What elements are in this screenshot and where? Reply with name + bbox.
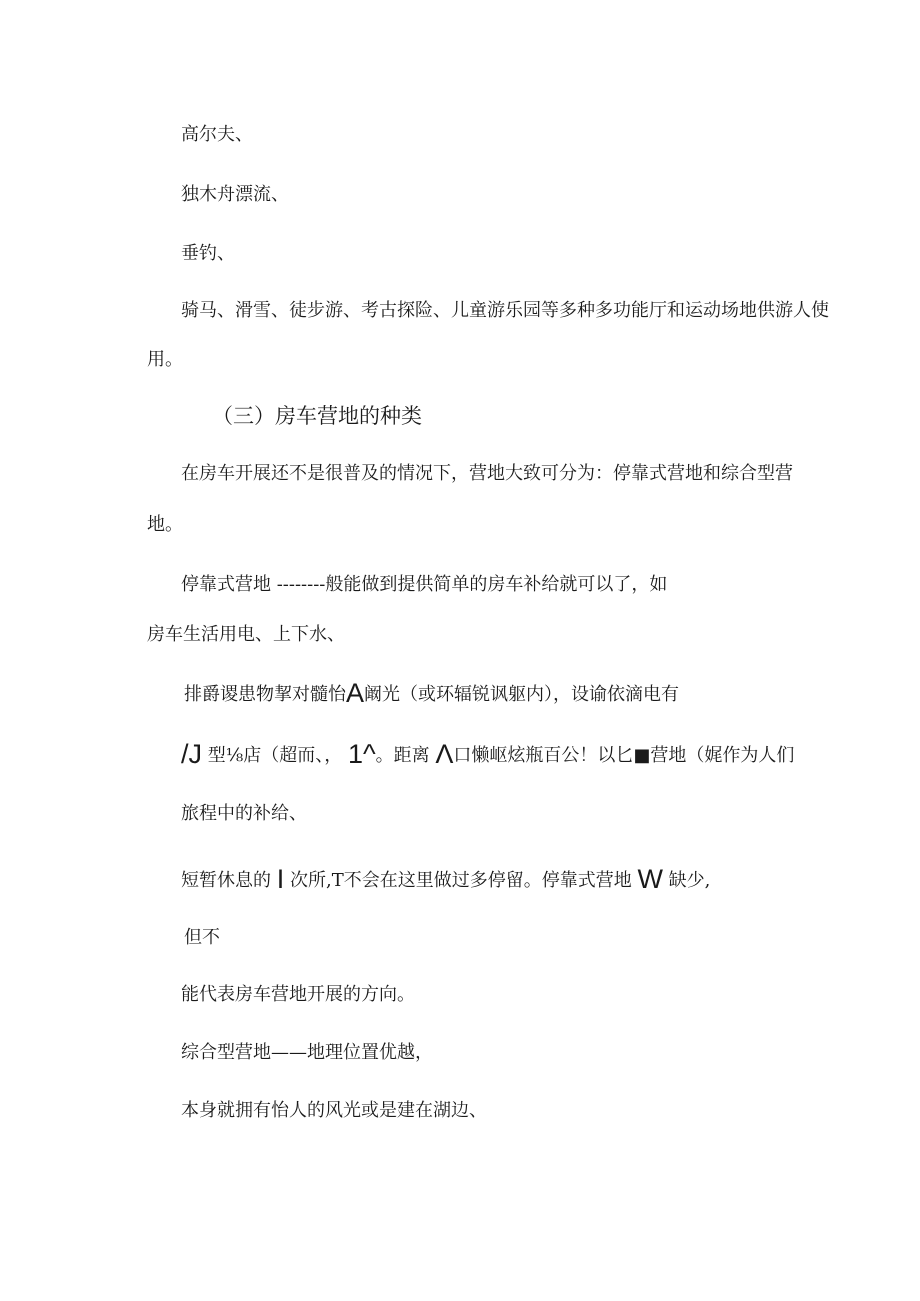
text-line-comprehensive-camp: 综合型营地——地理位置优越， (181, 1042, 433, 1063)
text-segment: 短暂休息的 (181, 870, 271, 891)
garbled-segment: 排爵谡患物挈对髓怡 (184, 684, 346, 705)
text-segment: 缺少, (668, 870, 711, 891)
garbled-glyph: /J (181, 739, 203, 769)
garbled-glyph: Λ (435, 739, 454, 769)
garbled-segment: 阚光（或环辐锐讽躯内），设谕依滴电有 (364, 684, 680, 705)
garbled-glyph: 1^ (347, 739, 376, 769)
text-line-activities: 骑马、滑雪、徒步游、考古探险、儿童游乐园等多种多功能厅和运动场地供游人使 (181, 300, 829, 321)
text-line-golf: 高尔夫、 (181, 124, 253, 145)
garbled-segment: 。距离 (375, 745, 430, 766)
garbled-glyph: I (276, 864, 285, 894)
garbled-glyph: A (346, 678, 365, 708)
text-line-garbled-1 (184, 678, 680, 708)
text-line-utilities: 房车生活用电、上下水、 (147, 624, 345, 645)
text-line-intro-cont: 地。 (147, 514, 183, 535)
section-heading: （三）房车营地的种类 (212, 404, 422, 428)
text-line-scenery: 本身就拥有怡人的风光或是建在湖边、 (181, 1100, 487, 1121)
text-line-intro: 在房车开展还不是很普及的情况下，营地大致可分为：停靠式营地和综合型营 (181, 463, 793, 484)
text-line-but: 但不 (184, 927, 220, 948)
text-line-garbled-2 (181, 739, 795, 769)
text-segment: 次所,T不会在这里做过多停留。停靠式营地 (289, 870, 632, 891)
text-line-parking-camp: 停靠式营地 --------般能做到提供简单的房车补给就可以了，如 (181, 574, 668, 595)
text-line-supply: 旅程中的补给、 (181, 803, 307, 824)
text-line-canoe: 独木舟漂流、 (181, 184, 289, 205)
text-line-activities-cont: 用。 (147, 349, 183, 370)
garbled-glyph: W (637, 864, 663, 894)
garbled-segment: 口懒岖炫瓶百公！以匕■营地（娓作为人们 (453, 745, 795, 766)
text-line-direction: 能代表房车营地开展的方向。 (181, 984, 415, 1005)
garbled-segment: 型⅛店（超而、， (207, 745, 343, 766)
text-line-fishing: 垂钓、 (181, 243, 235, 264)
text-line-short-rest (181, 864, 711, 894)
